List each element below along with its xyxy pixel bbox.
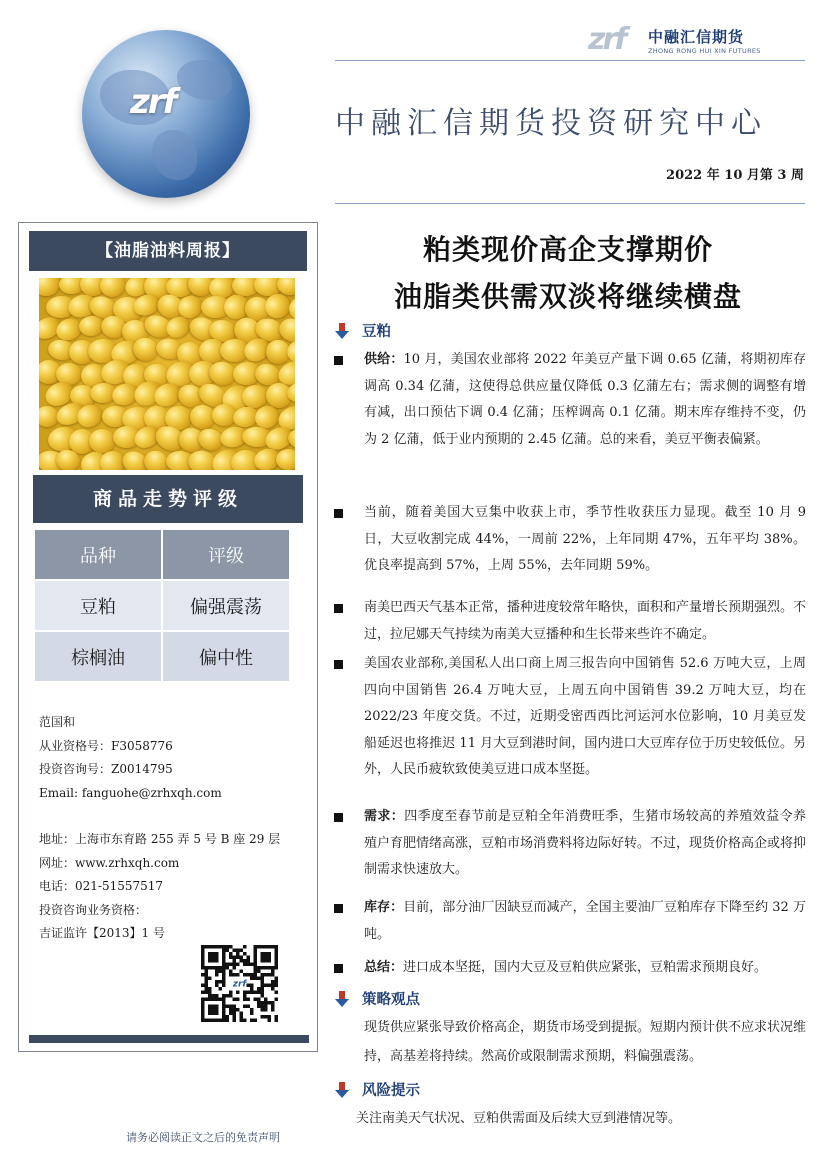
list-item [334,895,806,948]
item-lead: 供给： [364,352,404,367]
list-item [334,595,806,648]
analyst-email[interactable]: Email: fanguohe@zrhxqh.com [39,785,222,800]
issue-date: 2022 年 10 月第 3 周 [666,168,804,183]
brand-mark [588,22,624,57]
item-text: 南美巴西天气基本正常，播种进度较常年略快，面积和产量增长预期强烈。不过，拉尼娜天气持续为南美大豆播种和生长带来些许不确定。 [364,600,807,642]
item-text: 美国农业部称,美国私人出口商上周三报告向中国销售 52.6 万吨大豆，上周四向中国销售 26.4 万吨大豆，上周五向中国销售 39.2 万吨大豆，均在 2022/23 年度交货。不过，近期受密西西比河运河水位影响，10 月美豆发船延迟也将推迟 11 月大豆到港时间，国内进口大豆库存位于历史较低位。另外，人民币疲软致使美豆进口成本坚挺。 [364,656,806,777]
section-soymeal [334,320,391,341]
soybean [99,278,125,298]
company-address: 地址：上海市东育路 255 弄 5 号 B 座 29 层 [39,832,281,846]
headline-primary: 粕类现价高企支撑期价 [422,233,713,266]
strategy-paragraph: 现货供应紧张导致价格高企，期货市场受到提振。短期内预计供不应求状况维持，高基差将持续。然高价或限制需求预期，料偏强震荡。 [364,1020,807,1064]
section-title: 豆粕 [362,323,391,340]
rating-title: 商品走势评级 [33,475,303,523]
list-item [334,955,806,982]
brand-name-en: ZHONG RONG HUI XIN FUTURES [648,47,761,55]
item-lead: 总结： [364,960,404,975]
header-rule-top [335,60,805,61]
item-text: 10 月，美国农业部将 2022 年美豆产量下调 0.65 亿蒲，将期初库存调高 0.34 亿蒲，这使得总供应量仅降低 0.3 亿蒲左右；需求侧的调整有增有减，出口预估下调 0.4 亿蒲；压榨调高 0.1 亿蒲。期末库存维持不变，仍为 2 亿蒲，低于业内预期的 2.45 亿蒲。总的来看，美豆平衡表偏紧。 [364,352,806,447]
rating-table-row [35,581,289,630]
list-item [334,804,806,884]
rating-cell: 偏中性 [163,632,289,681]
sidebar-bottom-bar [29,1035,309,1043]
section-arrow-icon [334,323,350,339]
contact-spacer [39,805,280,828]
brand-name-cn: 中融汇信期货 [648,28,745,46]
item-text: 目前，部分油厂因缺豆而减产，全国主要油厂豆粕库存下降至约 32 万吨。 [364,900,806,942]
square-bullet-icon [334,356,343,365]
soybean [39,278,61,297]
rating-header-cell: 评级 [163,530,289,579]
soybean-photo [39,278,295,470]
list-item [334,500,806,580]
brand-mark-text: zrf [588,22,625,57]
soybean [275,449,295,470]
section-strategy [334,988,420,1009]
globe-logo-text: zrf [130,82,176,122]
section-title: 策略观点 [362,991,420,1008]
globe-land [177,60,232,100]
item-text: 四季度至春节前是豆粕全年消费旺季，生猪市场较高的养殖效益令养殖户育肥情绪高涨，豆粕市场消费料将边际好转。不过，现货价格高企或将抑制需求快速放大。 [364,809,807,877]
list-item [334,651,806,784]
rating-table [33,528,291,683]
item-text: 当前，随着美国大豆集中收获上市，季节性收获压力显现。截至 10 月 9 日，大豆收割完成 44%，一周前 22%，上年同期 47%，五年平均 38%。优良率提高到 57%，上周 55%，去年同期 59%。 [364,505,806,573]
rating-table-header [35,530,289,579]
rating-cell: 豆粕 [35,581,161,630]
qualification-number: 从业资格号：F3058776 [39,738,173,753]
rating-header-cell: 品种 [35,530,161,579]
qr-center-logo: zrf [232,979,247,990]
license-number: 吉证监许【2013】1 号 [39,926,165,940]
globe-land [152,130,197,180]
analyst-name: 范国和 [39,715,76,729]
square-bullet-icon [334,813,343,822]
analyst-contact [39,711,280,946]
advisory-number: 投资咨询号：Z0014795 [39,762,173,776]
square-bullet-icon [334,509,343,518]
research-center-title: 中融汇信期货投资研究中心 [335,106,767,141]
qr-code[interactable] [199,945,291,1025]
brand-logo [588,22,778,62]
risk-paragraph: 关注南美天气状况、豆粕供需面及后续大豆到港情况等。 [356,1111,682,1126]
list-item [334,347,806,453]
section-arrow-icon [334,1082,350,1098]
disclaimer-note: 请务必阅读正文之后的免责声明 [126,1131,280,1144]
company-website[interactable]: 网址：www.zrhxqh.com [39,855,180,870]
sidebar [18,222,318,1052]
header-rule-bottom [335,203,805,204]
square-bullet-icon [334,604,343,613]
rating-cell: 偏强震荡 [163,581,289,630]
headline-secondary: 油脂类供需双淡将继续横盘 [393,280,742,313]
report-type-banner: 【油脂油料周报】 [29,231,307,271]
square-bullet-icon [334,660,343,669]
item-text: 进口成本坚挺，国内大豆及豆粕供应紧张，豆粕需求预期良好。 [403,960,768,975]
item-lead: 库存： [364,900,404,915]
square-bullet-icon [334,904,343,913]
section-risk [334,1079,420,1100]
license-label: 投资咨询业务资格： [39,902,148,917]
company-phone: 电话：021-51557517 [39,879,164,893]
square-bullet-icon [334,964,343,973]
section-arrow-icon [334,991,350,1007]
item-lead: 需求： [364,809,405,824]
rating-cell: 棕榈油 [35,632,161,681]
rating-table-row [35,632,289,681]
section-title: 风险提示 [362,1082,420,1099]
